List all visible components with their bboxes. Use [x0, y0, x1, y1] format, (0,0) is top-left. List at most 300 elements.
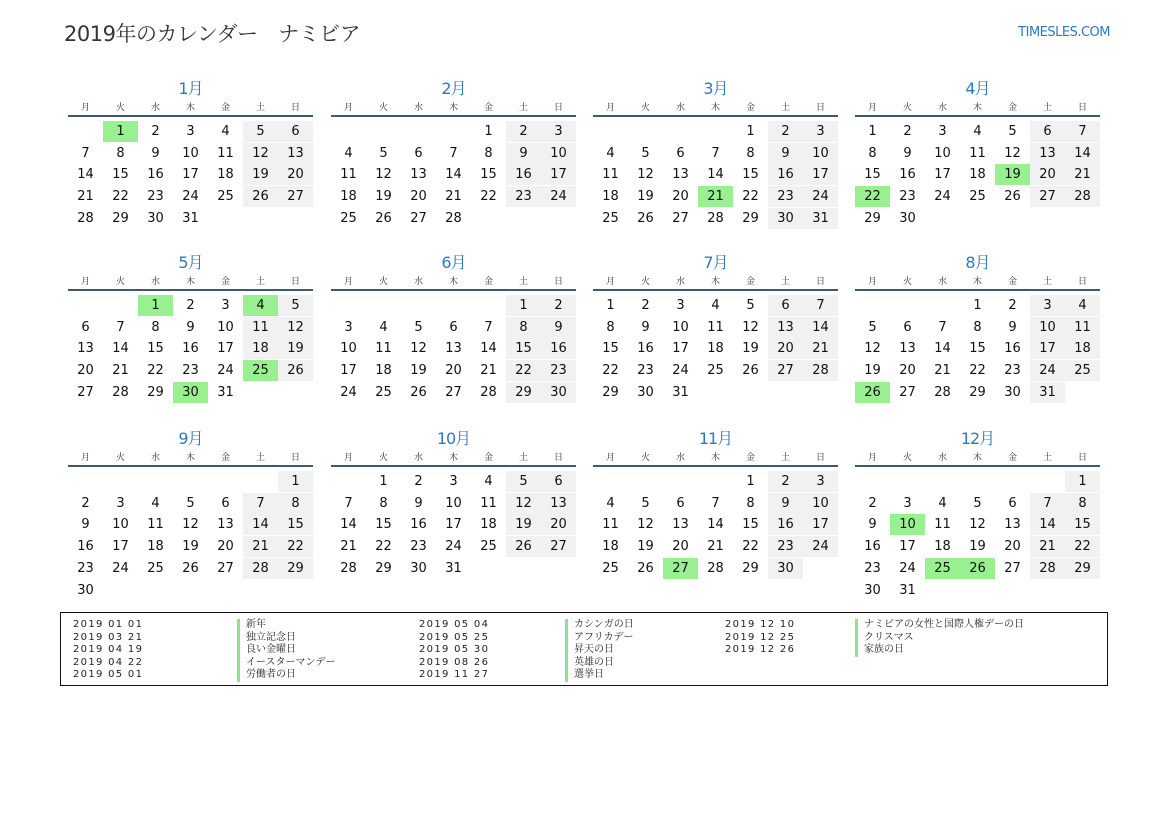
- weekday-label: 金: [483, 277, 493, 287]
- day-cell: 23: [899, 189, 916, 205]
- day-cell: 21: [340, 539, 357, 555]
- day-cell: 9: [768, 143, 803, 164]
- day-cell: 2: [768, 121, 803, 142]
- day-cell: 18: [602, 189, 619, 205]
- day-cell: 8: [484, 145, 493, 161]
- day-cell: 6: [903, 319, 912, 335]
- day-cell: 29: [969, 384, 986, 400]
- day-cell: 15: [375, 517, 392, 533]
- day-cell: 8: [746, 495, 755, 511]
- day-cell: 24: [899, 560, 916, 576]
- day-cell: 15: [969, 341, 986, 357]
- day-cell: 8: [151, 319, 160, 335]
- day-cell: 5: [278, 295, 313, 316]
- day-cell: 6: [1008, 495, 1017, 511]
- day-cell: 21: [480, 363, 497, 379]
- holiday-day-cell: 4: [243, 295, 278, 316]
- day-cell: 15: [278, 514, 313, 535]
- day-cell: 17: [899, 539, 916, 555]
- day-cell: 9: [1008, 319, 1017, 335]
- day-cell: 22: [742, 539, 759, 555]
- holiday-date: 2019 04 19: [73, 644, 144, 656]
- day-cell: 28: [707, 560, 724, 576]
- month-name: 9月: [178, 429, 203, 448]
- weekday-label: 土: [255, 103, 265, 113]
- weekday-label: 日: [815, 277, 825, 287]
- day-cell: 14: [445, 167, 462, 183]
- day-cell: 24: [803, 536, 838, 557]
- day-cell: 21: [445, 189, 462, 205]
- weekday-label: 金: [1007, 277, 1017, 287]
- weekday-label: 土: [255, 453, 265, 463]
- weekday-label: 月: [605, 453, 615, 463]
- weekday-label: 土: [780, 103, 790, 113]
- day-cell: 5: [186, 495, 195, 511]
- day-cell: 31: [1030, 382, 1065, 403]
- day-cell: 3: [903, 495, 912, 511]
- day-cell: 17: [672, 341, 689, 357]
- day-cell: 23: [410, 539, 427, 555]
- weekday-label: 土: [518, 453, 528, 463]
- day-cell: 28: [934, 384, 951, 400]
- header-rule: [331, 115, 576, 117]
- weekday-label: 月: [343, 453, 353, 463]
- day-cell: 3: [221, 298, 230, 313]
- day-cell: 8: [868, 145, 877, 161]
- holiday-day-cell: 22: [855, 186, 890, 207]
- day-cell: 8: [278, 493, 313, 514]
- day-cell: 8: [746, 145, 755, 161]
- day-cell: 12: [1004, 145, 1021, 161]
- holiday-day-cell: 27: [663, 558, 698, 579]
- day-cell: 21: [803, 338, 838, 359]
- day-cell: 19: [742, 341, 759, 357]
- holiday-legend: [60, 612, 1108, 686]
- day-cell: 26: [742, 363, 759, 379]
- day-cell: 24: [340, 384, 357, 400]
- day-cell: 20: [217, 539, 234, 555]
- weekday-label: 日: [290, 277, 300, 287]
- day-cell: 16: [410, 517, 427, 533]
- weekday-label: 火: [115, 277, 125, 287]
- header-rule: [68, 465, 313, 467]
- day-cell: 13: [1004, 517, 1021, 533]
- day-cell: 27: [541, 536, 576, 557]
- day-cell: 28: [480, 384, 497, 400]
- day-cell: 4: [973, 124, 982, 139]
- day-cell: 31: [182, 210, 199, 226]
- day-cell: 29: [112, 210, 129, 226]
- day-cell: 9: [641, 319, 650, 335]
- day-cell: 5: [746, 298, 755, 313]
- day-cell: 2: [151, 124, 160, 139]
- day-cell: 2: [768, 471, 803, 492]
- holiday-day-cell: 21: [698, 186, 733, 207]
- day-cell: 20: [899, 363, 916, 379]
- weekday-label: 木: [448, 277, 458, 287]
- day-cell: 12: [969, 517, 986, 533]
- day-cell: 30: [768, 208, 803, 229]
- day-cell: 4: [711, 298, 720, 313]
- site-brand[interactable]: TIMESLES.COM: [1018, 25, 1110, 40]
- weekday-label: 木: [710, 277, 720, 287]
- day-cell: 6: [449, 319, 458, 335]
- weekday-label: 月: [80, 103, 90, 113]
- day-cell: 13: [217, 517, 234, 533]
- day-cell: 6: [541, 471, 576, 492]
- day-cell: 28: [1030, 558, 1065, 579]
- day-cell: 5: [641, 145, 650, 161]
- weekday-label: 金: [483, 103, 493, 113]
- day-cell: 24: [1030, 360, 1065, 381]
- day-cell: 1: [379, 474, 388, 489]
- weekday-label: 日: [1077, 453, 1087, 463]
- weekday-label: 金: [1007, 453, 1017, 463]
- day-cell: 2: [186, 298, 195, 313]
- day-cell: 11: [934, 517, 951, 533]
- holiday-date: 2019 08 26: [419, 656, 490, 668]
- holiday-day-cell: 26: [960, 558, 995, 579]
- weekday-label: 水: [150, 103, 160, 113]
- day-cell: 7: [803, 295, 838, 316]
- day-cell: 27: [899, 384, 916, 400]
- day-cell: 5: [414, 319, 423, 335]
- weekday-label: 水: [413, 453, 423, 463]
- day-cell: 24: [934, 189, 951, 205]
- weekday-label: 水: [675, 103, 685, 113]
- day-cell: 21: [1065, 164, 1100, 185]
- day-cell: 14: [707, 167, 724, 183]
- month-name: 8月: [965, 253, 990, 272]
- holiday-name: ナミビアの女性と国際人権デーの日: [855, 619, 1024, 632]
- day-cell: 26: [637, 560, 654, 576]
- weekday-label: 土: [255, 277, 265, 287]
- weekday-label: 日: [290, 103, 300, 113]
- weekday-label: 金: [745, 453, 755, 463]
- day-cell: 12: [182, 517, 199, 533]
- header-rule: [855, 115, 1100, 117]
- day-cell: 22: [969, 363, 986, 379]
- day-cell: 12: [864, 341, 881, 357]
- day-cell: 26: [410, 384, 427, 400]
- day-cell: 14: [934, 341, 951, 357]
- day-cell: 21: [1030, 536, 1065, 557]
- holiday-name: アフリカデー: [565, 632, 634, 645]
- weekday-label: 水: [150, 453, 160, 463]
- day-cell: 13: [278, 143, 313, 164]
- day-cell: 28: [803, 360, 838, 381]
- day-cell: 25: [340, 210, 357, 226]
- day-cell: 15: [742, 517, 759, 533]
- holiday-day-cell: 26: [855, 382, 890, 403]
- day-cell: 22: [602, 363, 619, 379]
- day-cell: 10: [340, 341, 357, 357]
- weekday-label: 月: [867, 103, 877, 113]
- day-cell: 18: [602, 539, 619, 555]
- day-cell: 24: [803, 186, 838, 207]
- day-cell: 19: [637, 189, 654, 205]
- weekday-label: 金: [745, 103, 755, 113]
- day-cell: 22: [112, 189, 129, 205]
- day-cell: 30: [637, 384, 654, 400]
- day-cell: 2: [414, 474, 423, 489]
- day-cell: 30: [147, 210, 164, 226]
- day-cell: 10: [217, 319, 234, 335]
- weekday-label: 木: [710, 103, 720, 113]
- holiday-date: 2019 05 04: [419, 619, 490, 630]
- day-cell: 1: [606, 298, 615, 313]
- day-cell: 23: [637, 363, 654, 379]
- day-cell: 3: [344, 319, 353, 335]
- day-cell: 7: [711, 495, 720, 511]
- weekday-label: 日: [1077, 277, 1087, 287]
- holiday-name: クリスマス: [855, 632, 914, 645]
- day-cell: 13: [410, 167, 427, 183]
- day-cell: 12: [742, 319, 759, 335]
- day-cell: 23: [147, 189, 164, 205]
- day-cell: 15: [480, 167, 497, 183]
- day-cell: 17: [445, 517, 462, 533]
- day-cell: 6: [676, 145, 685, 161]
- holiday-day-cell: 25: [925, 558, 960, 579]
- day-cell: 29: [278, 558, 313, 579]
- weekday-label: 土: [780, 277, 790, 287]
- day-cell: 4: [1065, 295, 1100, 316]
- holiday-name: 新年: [237, 619, 266, 632]
- day-cell: 23: [1004, 363, 1021, 379]
- weekday-label: 木: [972, 103, 982, 113]
- day-cell: 14: [480, 341, 497, 357]
- day-cell: 20: [77, 363, 94, 379]
- day-cell: 19: [637, 539, 654, 555]
- day-cell: 11: [602, 167, 619, 183]
- day-cell: 15: [147, 341, 164, 357]
- day-cell: 22: [278, 536, 313, 557]
- day-cell: 6: [1030, 121, 1065, 142]
- day-cell: 19: [243, 164, 278, 185]
- weekday-label: 木: [448, 103, 458, 113]
- day-cell: 9: [768, 493, 803, 514]
- day-cell: 2: [903, 124, 912, 139]
- day-cell: 18: [147, 539, 164, 555]
- weekday-label: 火: [902, 277, 912, 287]
- day-cell: 20: [1004, 539, 1021, 555]
- day-cell: 19: [864, 363, 881, 379]
- day-cell: 31: [899, 582, 916, 598]
- month-name: 4月: [965, 79, 990, 98]
- day-cell: 29: [1065, 558, 1100, 579]
- weekday-label: 日: [553, 453, 563, 463]
- holiday-date: 2019 05 01: [73, 669, 144, 681]
- day-cell: 24: [112, 560, 129, 576]
- holiday-date: 2019 03 21: [73, 631, 144, 643]
- day-cell: 13: [768, 317, 803, 338]
- weekday-label: 木: [972, 453, 982, 463]
- day-cell: 12: [410, 341, 427, 357]
- day-cell: 30: [410, 560, 427, 576]
- weekday-label: 火: [115, 453, 125, 463]
- day-cell: 5: [868, 319, 877, 335]
- day-cell: 17: [803, 514, 838, 535]
- day-cell: 30: [1004, 384, 1021, 400]
- day-cell: 28: [112, 384, 129, 400]
- day-cell: 17: [934, 167, 951, 183]
- day-cell: 9: [868, 517, 877, 533]
- day-cell: 16: [899, 167, 916, 183]
- day-cell: 21: [77, 189, 94, 205]
- day-cell: 16: [541, 338, 576, 359]
- month-name: 3月: [703, 79, 728, 98]
- day-cell: 20: [410, 189, 427, 205]
- day-cell: 16: [147, 167, 164, 183]
- month-name: 11月: [698, 429, 733, 448]
- day-cell: 21: [243, 536, 278, 557]
- day-cell: 8: [973, 319, 982, 335]
- day-cell: 1: [506, 295, 541, 316]
- day-cell: 22: [742, 189, 759, 205]
- day-cell: 27: [672, 210, 689, 226]
- day-cell: 2: [641, 298, 650, 313]
- month-name: 5月: [178, 253, 203, 272]
- weekday-label: 月: [867, 453, 877, 463]
- day-cell: 23: [77, 560, 94, 576]
- day-cell: 13: [672, 517, 689, 533]
- day-cell: 25: [375, 384, 392, 400]
- holiday-day-cell: 19: [995, 164, 1030, 185]
- day-cell: 25: [147, 560, 164, 576]
- weekday-label: 火: [378, 453, 388, 463]
- day-cell: 22: [506, 360, 541, 381]
- day-cell: 18: [707, 341, 724, 357]
- day-cell: 21: [934, 363, 951, 379]
- day-cell: 7: [938, 319, 947, 335]
- header-rule: [68, 289, 313, 291]
- day-cell: 4: [938, 495, 947, 511]
- day-cell: 14: [1030, 514, 1065, 535]
- day-cell: 18: [243, 338, 278, 359]
- day-cell: 10: [672, 319, 689, 335]
- day-cell: 30: [541, 382, 576, 403]
- day-cell: 22: [375, 539, 392, 555]
- day-cell: 14: [803, 317, 838, 338]
- header-rule: [331, 289, 576, 291]
- day-cell: 6: [414, 145, 423, 161]
- weekday-label: 木: [710, 453, 720, 463]
- day-cell: 27: [278, 186, 313, 207]
- day-cell: 6: [768, 295, 803, 316]
- day-cell: 7: [243, 493, 278, 514]
- weekday-label: 火: [902, 103, 912, 113]
- day-cell: 23: [864, 560, 881, 576]
- weekday-label: 金: [745, 277, 755, 287]
- weekday-label: 土: [518, 103, 528, 113]
- day-cell: 4: [606, 145, 615, 161]
- day-cell: 4: [344, 145, 353, 161]
- day-cell: 26: [506, 536, 541, 557]
- day-cell: 7: [344, 495, 353, 511]
- weekday-label: 土: [1042, 277, 1052, 287]
- day-cell: 4: [379, 319, 388, 335]
- day-cell: 7: [116, 319, 125, 335]
- day-cell: 22: [1065, 536, 1100, 557]
- weekday-label: 火: [378, 277, 388, 287]
- day-cell: 11: [1065, 317, 1100, 338]
- day-cell: 18: [480, 517, 497, 533]
- weekday-label: 金: [1007, 103, 1017, 113]
- day-cell: 31: [217, 384, 234, 400]
- day-cell: 12: [375, 167, 392, 183]
- weekday-label: 月: [605, 103, 615, 113]
- day-cell: 19: [506, 514, 541, 535]
- day-cell: 12: [506, 493, 541, 514]
- holiday-date: 2019 12 25: [725, 631, 796, 643]
- day-cell: 8: [116, 145, 125, 161]
- day-cell: 3: [116, 495, 125, 511]
- day-cell: 13: [672, 167, 689, 183]
- day-cell: 10: [112, 517, 129, 533]
- day-cell: 10: [1030, 317, 1065, 338]
- day-cell: 5: [973, 495, 982, 511]
- holiday-day-cell: 10: [890, 514, 925, 535]
- day-cell: 17: [112, 539, 129, 555]
- day-cell: 3: [186, 124, 195, 139]
- day-cell: 29: [742, 560, 759, 576]
- day-cell: 2: [506, 121, 541, 142]
- day-cell: 25: [602, 210, 619, 226]
- weekday-label: 月: [80, 453, 90, 463]
- month-name: 10月: [436, 429, 471, 448]
- day-cell: 10: [803, 143, 838, 164]
- day-cell: 15: [864, 167, 881, 183]
- day-cell: 10: [445, 495, 462, 511]
- day-cell: 6: [81, 319, 90, 335]
- weekday-label: 水: [937, 103, 947, 113]
- day-cell: 16: [768, 164, 803, 185]
- day-cell: 7: [711, 145, 720, 161]
- day-cell: 7: [1030, 493, 1065, 514]
- day-cell: 10: [182, 145, 199, 161]
- weekday-label: 月: [80, 277, 90, 287]
- weekday-label: 日: [290, 453, 300, 463]
- weekday-label: 土: [1042, 103, 1052, 113]
- day-cell: 24: [217, 363, 234, 379]
- day-cell: 27: [768, 360, 803, 381]
- page-title: 2019年のカレンダー ナミビア: [64, 22, 361, 46]
- day-cell: 9: [506, 143, 541, 164]
- day-cell: 4: [221, 124, 230, 139]
- day-cell: 25: [969, 189, 986, 205]
- weekday-label: 土: [518, 277, 528, 287]
- day-cell: 23: [506, 186, 541, 207]
- day-cell: 7: [1065, 121, 1100, 142]
- day-cell: 9: [186, 319, 195, 335]
- day-cell: 19: [969, 539, 986, 555]
- day-cell: 4: [606, 495, 615, 511]
- day-cell: 16: [77, 539, 94, 555]
- header-rule: [593, 289, 838, 291]
- day-cell: 9: [414, 495, 423, 511]
- day-cell: 1: [973, 298, 982, 313]
- day-cell: 15: [506, 338, 541, 359]
- day-cell: 29: [506, 382, 541, 403]
- holiday-date: 2019 01 01: [73, 619, 144, 630]
- weekday-label: 火: [378, 103, 388, 113]
- day-cell: 14: [77, 167, 94, 183]
- day-cell: 28: [707, 210, 724, 226]
- day-cell: 23: [768, 536, 803, 557]
- day-cell: 16: [637, 341, 654, 357]
- holiday-date: 2019 12 26: [725, 644, 796, 656]
